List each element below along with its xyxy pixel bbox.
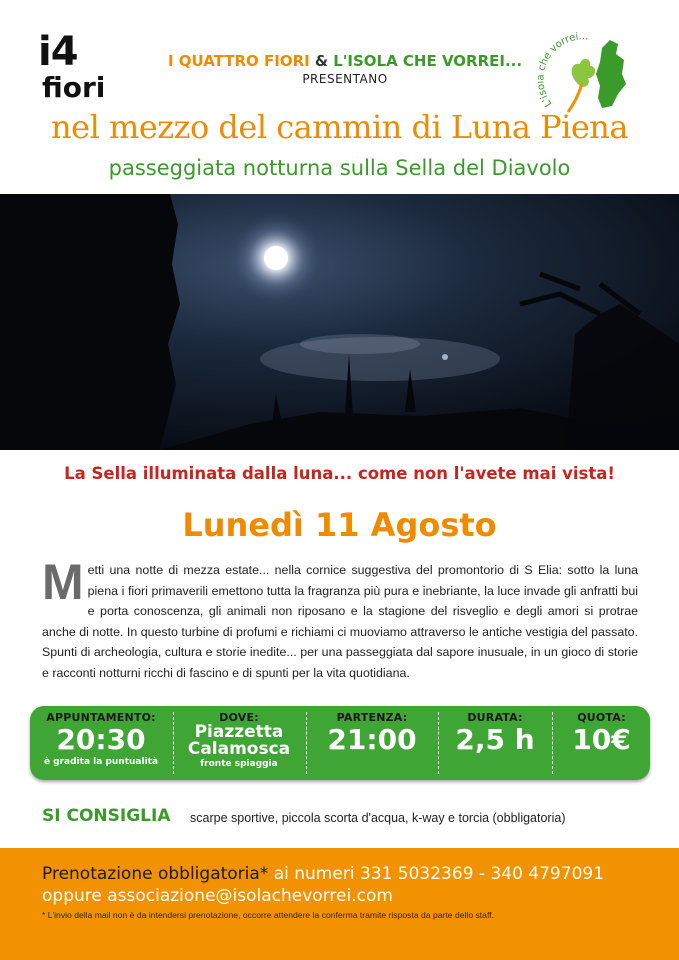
tagline: La Sella illuminata dalla luna... come non l'avete mai vista! — [64, 464, 615, 483]
night-moon-photo — [0, 194, 679, 450]
booking-phones: ai numeri 331 5032369 - 340 4797091 — [268, 864, 605, 884]
info-appuntamento — [30, 706, 172, 780]
subtitle: passeggiata notturna sulla Sella del Diavolo — [108, 156, 571, 180]
quota-label: QUOTA: — [577, 711, 626, 724]
i4fiori-logo — [32, 30, 144, 106]
logo-fiori: fiori — [42, 71, 106, 104]
ampersand: & — [309, 52, 334, 70]
booking-disclaimer: * L'invio della mail non è da intendersi prenotazione, occorre attendere la conferma tramite risposta da parte dello staff. — [42, 910, 494, 920]
dove-label: DOVE: — [219, 711, 259, 724]
consiglia-text: scarpe sportive, piccola scorta d'acqua, k-way e torcia (obbligatoria) — [190, 811, 566, 825]
presentano-label: PRESENTANO — [302, 72, 388, 86]
durata-label: DURATA: — [467, 711, 523, 724]
booking-line — [42, 864, 604, 884]
quota-value: 10€ — [572, 723, 631, 756]
org-quattro-fiori: I QUATTRO FIORI — [167, 52, 310, 70]
info-durata — [439, 706, 551, 780]
dove-note: fronte spiaggia — [200, 759, 278, 769]
event-date: Lunedì 11 Agosto — [182, 506, 497, 544]
appuntamento-label: APPUNTAMENTO: — [46, 711, 156, 724]
moon-landscape-image — [0, 194, 679, 450]
consiglia-heading: SI CONSIGLIA — [42, 806, 171, 826]
logo-i4-text: i4 — [38, 29, 78, 75]
logo-i4 — [38, 30, 78, 74]
appuntamento-value: 20:30 — [56, 723, 146, 756]
drop-cap: M — [42, 554, 84, 610]
info-partenza — [307, 706, 437, 780]
info-dove — [174, 706, 304, 780]
booking-email[interactable]: oppure associazione@isolachevorrei.com — [42, 886, 393, 906]
partenza-value: 21:00 — [327, 723, 417, 756]
dove-line1: Piazzetta — [194, 722, 284, 742]
durata-value: 2,5 h — [455, 723, 535, 756]
event-info-bar — [30, 706, 650, 780]
dove-line2: Calamosca — [187, 739, 291, 759]
info-quota — [553, 706, 650, 780]
org-isola-che-vorrei: L'ISOLA CHE VORREI... — [333, 52, 523, 70]
appuntamento-note: è gradita la puntualità — [43, 757, 159, 767]
description-text: etti una notte di mezza estate... nella cornice suggestiva del promontorio di S Elia: sotto la luna piena i fiori primaverili emettono tutta la fragranza più pura e inebriante, la luce invade gli anfratti bui e porta conoscenza, gli animali non riposano e la stagione del risveglio e degli amori si protrae anche di notte. In questo turbine di profumi e richiami ci muoviamo attraverso le antiche vestigia del passato. Spunti di archeologia, cultura e storie inedite... per una passeggiata dal sapore inusuale, in un gioco di storie e racconti notturni ricchi di fascino e di spunti per la vita quotidiana. — [42, 563, 638, 680]
booking-required: Prenotazione obbligatoria* — [42, 864, 269, 884]
main-title: nel mezzo del cammin di Luna Piena — [51, 108, 628, 146]
svg-text:L'isola che vorrei...: L'is he vorrei... — [538, 31, 590, 109]
description-paragraph — [42, 554, 638, 684]
presenters-line — [150, 52, 540, 70]
partenza-label: PARTENZA: — [336, 711, 408, 724]
